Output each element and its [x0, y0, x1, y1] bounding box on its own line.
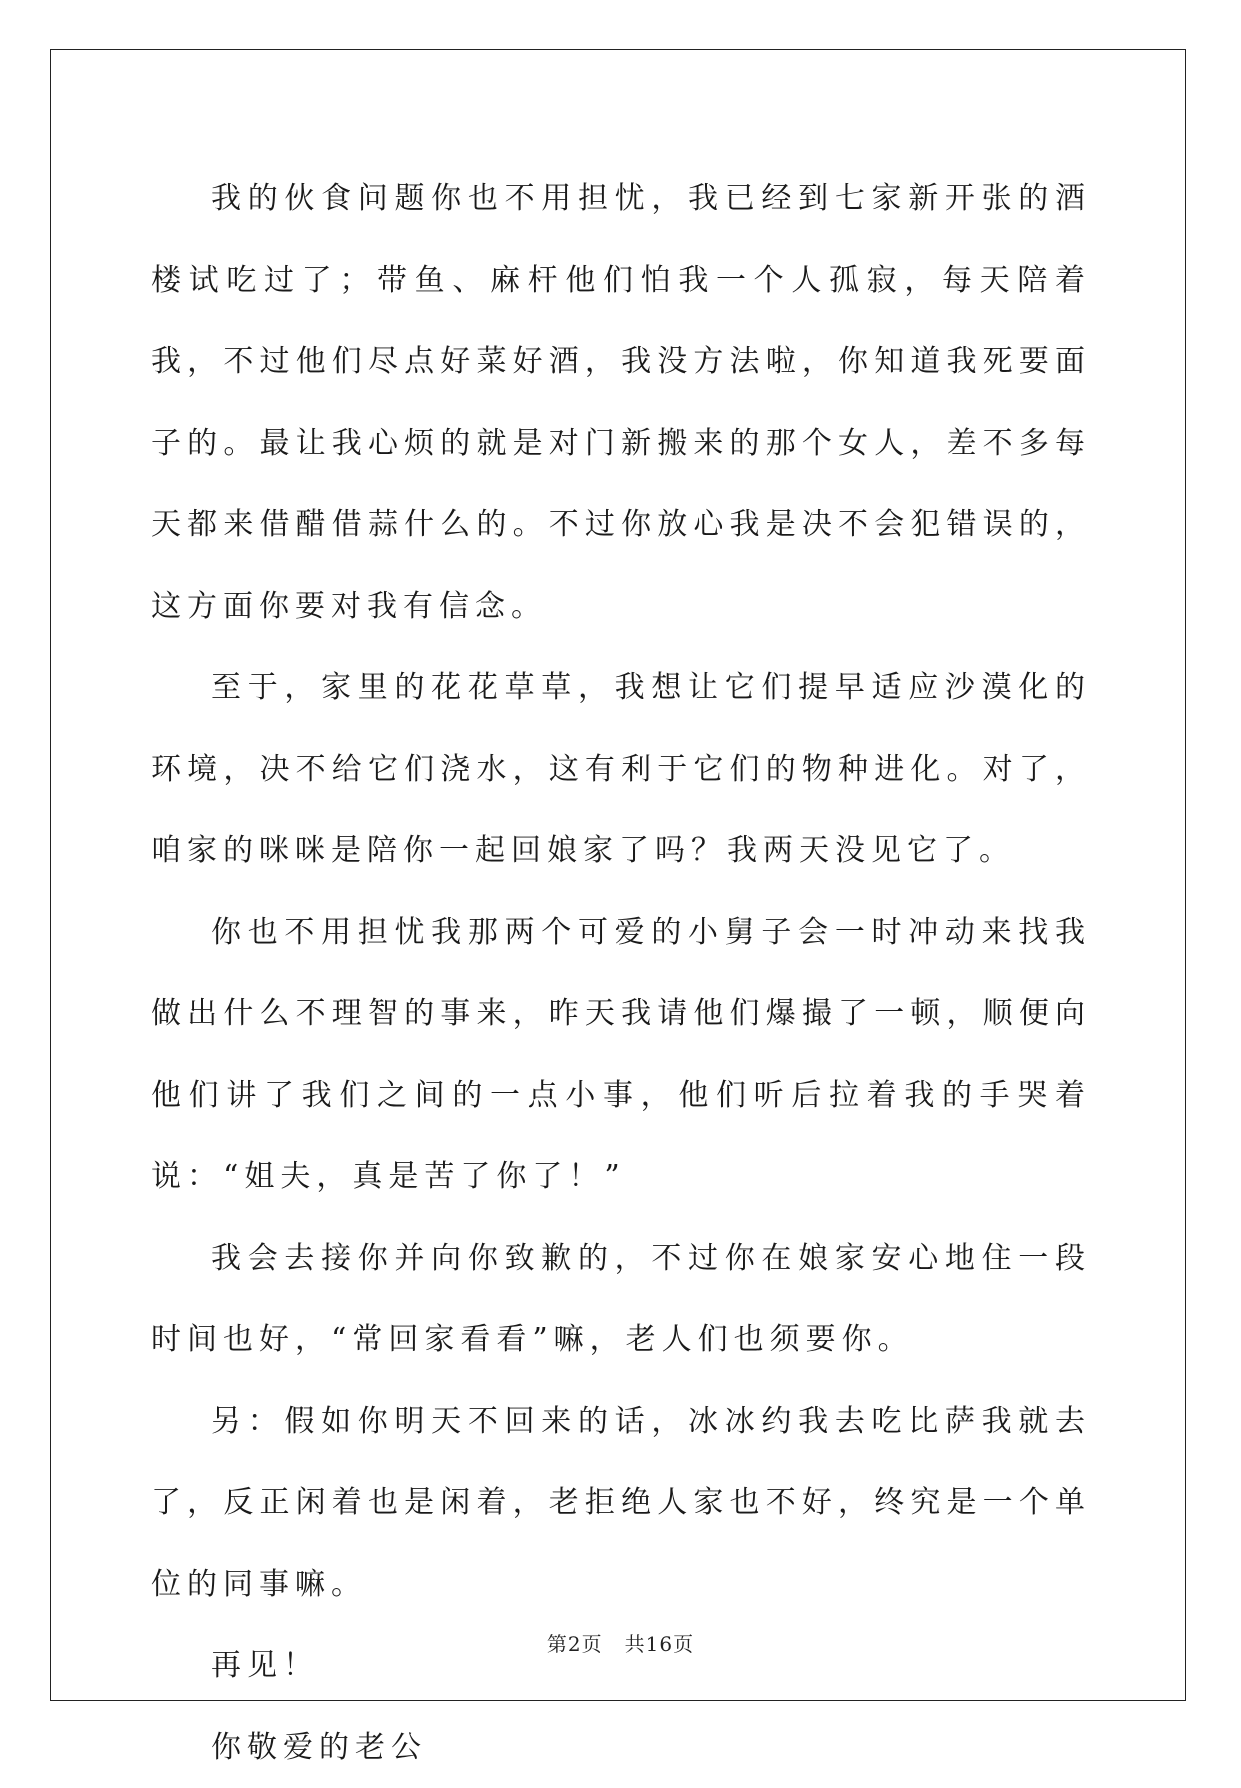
paragraph-brothers-in-law: 你也不用担忧我那两个可爱的小舅子会一时冲动来找我做出什么不理智的事来，昨天我请他们爆撮了一顿，顺便向他们讲了我们之间的一点小事，他们听后拉着我的手哭着说：“姐夫，真是苦了你了！”	[151, 892, 1091, 1218]
paragraph-plants: 至于，家里的花花草草，我想让它们提早适应沙漠化的环境，决不给它们浇水，这有利于它们的物种进化。对了，咱家的咪咪是陪你一起回娘家了吗？我两天没见它了。	[151, 647, 1091, 892]
page-footer	[0, 1628, 1241, 1657]
paragraph-signature: 你敬爱的老公	[151, 1707, 1091, 1788]
paragraph-postscript: 另：假如你明天不回来的话，冰冰约我去吃比萨我就去了，反正闲着也是闲着，老拒绝人家也不好，终究是一个单位的同事嘛。	[151, 1381, 1091, 1626]
letter-body	[151, 158, 1091, 1788]
paragraph-meals: 我的伙食问题你也不用担忧，我已经到七家新开张的酒楼试吃过了；带鱼、麻杆他们怕我一个人孤寂，每天陪着我，不过他们尽点好菜好酒，我没方法啦，你知道我死要面子的。最让我心烦的就是对门新搬来的那个女人，差不多每天都来借醋借蒜什么的。不过你放心我是决不会犯错误的，这方面你要对我有信念。	[151, 158, 1091, 647]
page-number: 第2页	[547, 1632, 603, 1656]
paragraph-farewell: 再见！	[151, 1625, 1091, 1707]
page-total: 共16页	[625, 1632, 694, 1656]
paragraph-apology: 我会去接你并向你致歉的，不过你在娘家安心地住一段时间也好，“常回家看看”嘛，老人们也须要你。	[151, 1218, 1091, 1381]
